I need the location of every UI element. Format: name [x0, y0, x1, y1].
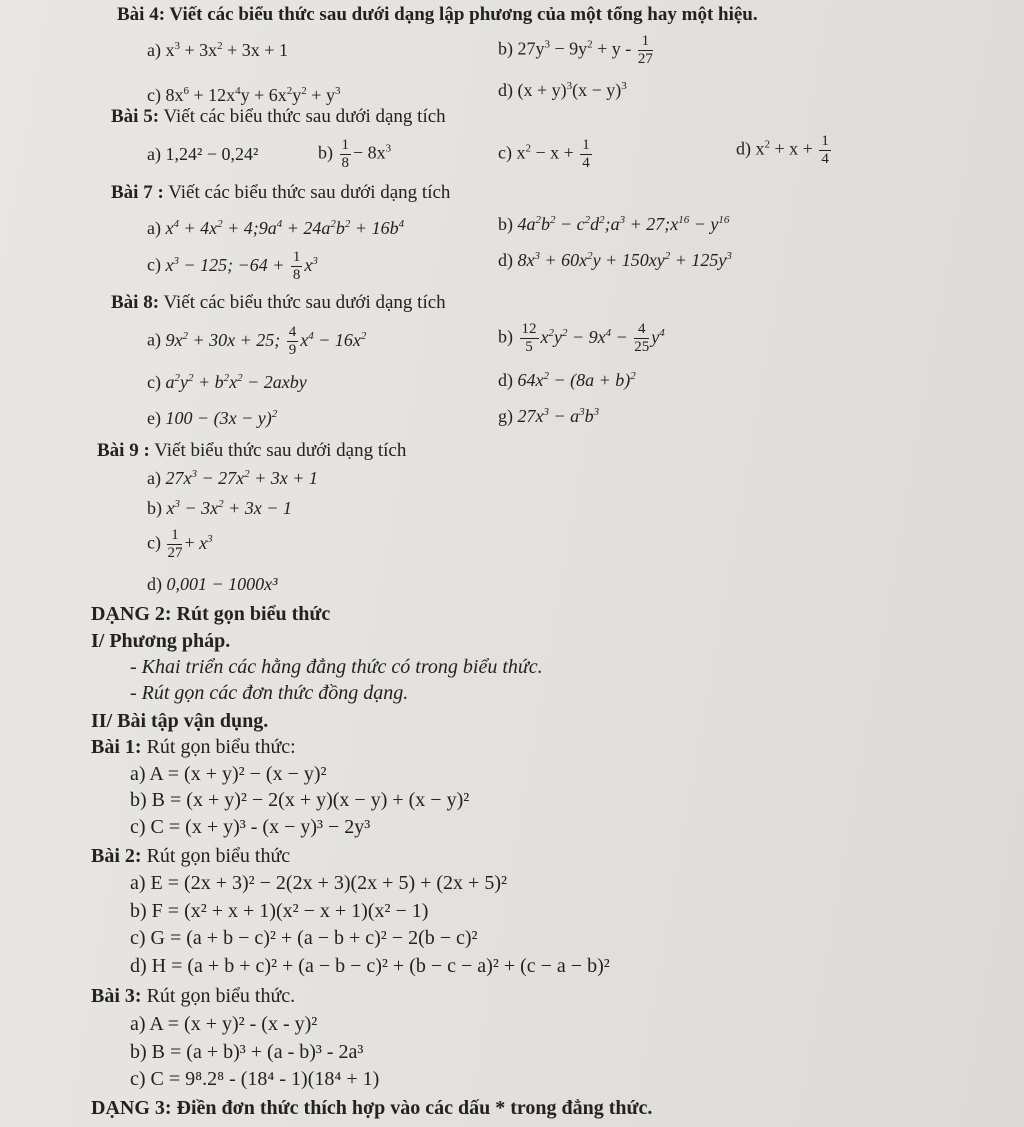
bai8-title: Bài 8: Viết các biểu thức sau dưới dạng tích — [111, 292, 446, 313]
b2-d: d) H = (a + b + c)² + (a − b − c)² + (b − c − a)² + (c − a − b)² — [130, 955, 610, 977]
bai4-a: a) $x^3 + 3x^2 + 3x + 1$ — [147, 40, 288, 60]
bai4-b: b) $27y^3 - 9y^2 + y$ - $\frac{1}{27}$ — [498, 33, 653, 67]
bai9-a: a) $27x^3 - 27x^2 + 3x + 1$ — [147, 468, 318, 488]
bai9-title: Bài 9 : Viết biểu thức sau dưới dạng tích — [97, 440, 407, 461]
b3-title: Bài 3: Rút gọn biểu thức. — [91, 985, 296, 1007]
bai8-e: e) $100 - (3x - y)^2$ — [147, 408, 278, 428]
b2-b: b) F = (x² + x + 1)(x² − x + 1)(x² − 1) — [130, 900, 429, 922]
bai8-b: b) $\frac{12}{5}$ $x^2y^2 - 9x^4$ − $\frac{4}{25}$ $y^4$ — [498, 321, 665, 355]
bai5-a: a) 1,24² − 0,24² — [147, 144, 259, 164]
bai8-c: c) $a^2y^2 + b^2x^2$ − 2axby — [147, 372, 307, 392]
bai5-title: Bài 5: Viết các biểu thức sau dưới dạng tích — [111, 106, 446, 127]
bai7-title: Bài 7 : Viết các biểu thức sau dưới dạng tích — [111, 182, 451, 203]
dang2-m2: - Rút gọn các đơn thức đồng dạng. — [130, 682, 409, 704]
bai5-b: b) $\frac{1}{8}$ − $8x^3$ — [318, 137, 392, 171]
b1-a: a) A = (x + y)² − (x − y)² — [130, 763, 327, 785]
dang3-title: DẠNG 3: Điền đơn thức thích hợp vào các dấu * trong đẳng thức. — [91, 1097, 653, 1119]
dang2-title: DẠNG 2: Rút gọn biểu thức — [91, 603, 331, 625]
b1-title: Bài 1: Rút gọn biểu thức: — [91, 736, 296, 758]
bai5-d: d) $x^2 + x$ + $\frac{1}{4}$ — [736, 133, 829, 167]
bai8-g: g) $27x^3 - a^3b^3$ — [498, 406, 600, 426]
bai9-c: c) $\frac{1}{27}$ + $x^3$ — [147, 527, 213, 561]
bai8-a: a) $9x^2 + 30x + 25$; $\frac{4}{9}$ $x^4 - 16x^2$ — [147, 324, 367, 358]
b3-a: a) A = (x + y)² - (x - y)² — [130, 1013, 318, 1035]
b2-title: Bài 2: Rút gọn biểu thức — [91, 845, 291, 867]
b2-a: a) E = (2x + 3)² − 2(2x + 3)(2x + 5) + (2x + 5)² — [130, 872, 507, 894]
b1-b: b) B = (x + y)² − 2(x + y)(x − y) + (x − y)² — [130, 789, 470, 811]
bai7-a: a) $x^4 + 4x^2$ + $4;9a^4 + 24a^2b^2 + 16b^4$ — [147, 218, 405, 238]
dang2-exercises: II/ Bài tập vận dụng. — [91, 710, 269, 732]
b3-b: b) B = (a + b)³ + (a - b)³ - 2a³ — [130, 1041, 364, 1063]
dang2-m1: - Khai triển các hằng đẳng thức có trong biểu thức. — [130, 656, 543, 678]
bai7-c: c) $x^3 - 125$; −64 + $\frac{1}{8}$ $x^3$ — [147, 249, 318, 283]
bai7-d: d) $8x^3 + 60x^2y + 150xy^2 + 125y^3$ — [498, 250, 732, 270]
bai5-c: c) $x^2 - x$ + $\frac{1}{4}$ — [498, 137, 590, 171]
bai8-d: d) $64x^2 - (8a + b)^2$ — [498, 370, 636, 390]
bai7-b: b) $4a^2b^2$ − $c^2d^2;a^3$ + $27;x^{16} - y^{16}$ — [498, 214, 730, 234]
dang2-method: I/ Phương pháp. — [91, 630, 231, 652]
bai9-b: b) $x^3 - 3x^2 + 3x - 1$ — [147, 498, 292, 518]
b2-c: c) G = (a + b − c)² + (a − b + c)² − 2(b − c)² — [130, 927, 478, 949]
bai9-d: d) 0,001 − 1000x³ — [147, 574, 278, 594]
b1-c: c) C = (x + y)³ - (x − y)³ − 2y³ — [130, 816, 371, 838]
bai4-d: d) $(x + y)^3(x - y)^3$ — [498, 80, 627, 100]
bai4-c: c) $8x^6 + 12x^4y + 6x^2y^2 + y^3$ — [147, 85, 341, 105]
b3-c: c) C = 9⁸.2⁸ - (18⁴ - 1)(18⁴ + 1) — [130, 1068, 380, 1090]
bai4-title: Bài 4: Viết các biểu thức sau dưới dạng lập phương của một tổng hay một hiệu. — [117, 4, 758, 25]
